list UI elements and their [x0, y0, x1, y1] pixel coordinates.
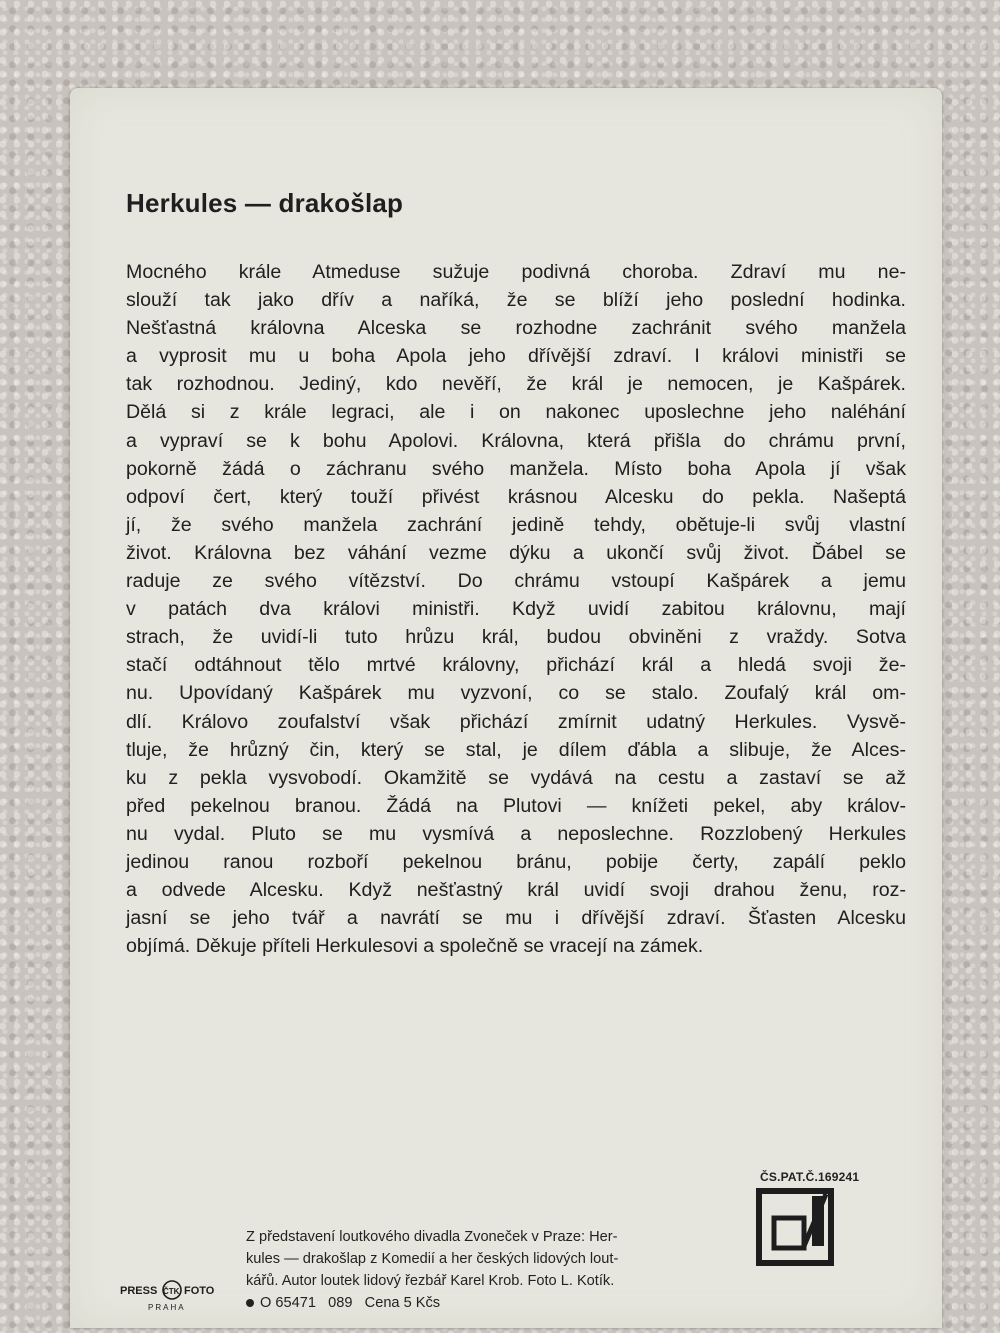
logo-foto-text: FOTO: [184, 1285, 215, 1297]
catalog-price-line: O 65471 089 Cena 5 Kčs: [260, 1295, 441, 1311]
paragraph-line: život. Královna bez váhání vezme dýku a ukončí svůj život. Ďábel se: [126, 541, 906, 564]
logo-praha-text: PRAHA: [148, 1303, 186, 1312]
credits-line: kářů. Autor loutek lidový řezbář Karel Krob. Foto L. Kotík.: [246, 1273, 615, 1289]
paragraph-line: pokorně žádá o záchranu svého manžela. Místo boha Apola jí však: [126, 457, 906, 480]
paragraph-line: strach, že uvidí-li tuto hrůzu král, budou obviněni z vraždy. Sotva: [126, 626, 906, 649]
paragraph-line: odpoví čert, který touží přivést krásnou Alcesku do pekla. Našeptá: [126, 485, 906, 508]
paragraph-line: a vypraví se k bohu Apolovi. Královna, která přišla do chrámu první,: [126, 429, 906, 452]
paragraph-line: Mocného krále Atmeduse sužuje podivná choroba. Zdraví mu ne-: [126, 261, 906, 283]
paragraph-line: nu. Upovídaný Kašpárek mu vyzvoní, co se stalo. Zoufalý král om-: [126, 682, 906, 705]
paragraph-line: a odvede Alcesku. Když nešťastný král uvidí svoji drahou ženu, roz-: [126, 879, 906, 902]
paragraph-line: dlí. Královo zoufalství však přichází zmírnit udatný Herkules. Vysvě-: [126, 710, 906, 733]
patent-number: ČS.PAT.Č.169241: [760, 1170, 860, 1184]
paragraph-line: tluje, že hrůzný čin, který se stal, je dílem ďábla a slibuje, že Alces-: [126, 738, 906, 761]
paragraph-line: stačí odtáhnout tělo mrtvé královny, přichází král a hledá svoji že-: [126, 654, 906, 677]
paragraph-line: Dělá si z krále legraci, ale i on nakonec uposlechne jeho naléhání: [126, 401, 906, 424]
paragraph-line: objímá. Děkuje příteli Herkulesovi a společně se vracejí na zámek.: [126, 935, 704, 958]
credits-block: [246, 1226, 766, 1314]
paragraph-line: ku z pekla vysvobodí. Okamžitě se vydává na cestu a zastaví se až: [126, 766, 906, 789]
logo-ctk-text: ČTK: [163, 1287, 180, 1296]
logo-press-text: PRESS: [120, 1285, 158, 1297]
paragraph-line: jasní se jeho tvář a navrátí se mu i dřívější zdraví. Šťasten Alcesku: [126, 907, 906, 930]
bullet-icon: [246, 1299, 254, 1307]
postcard: [70, 88, 942, 1328]
story-paragraph: [126, 258, 906, 960]
paragraph-line: a vyprosit mu u boha Apola jeho dřívější zdraví. I královi ministři se: [126, 345, 906, 368]
card-title: Herkules — drakošlap: [126, 188, 404, 218]
paragraph-line: před pekelnou branou. Žádá na Plutovi — knížeti pekel, aby králov-: [126, 794, 906, 817]
paragraph-line: tak rozhodnou. Jediný, kdo nevěří, že král je nemocen, je Kašpárek.: [126, 373, 906, 396]
press-foto-logo-icon: [118, 1280, 226, 1326]
paragraph-line: v patách dva královi ministři. Když uvidí zabitou královnu, mají: [126, 598, 906, 621]
paragraph-line: raduje ze svého vítězství. Do chrámu vstoupí Kašpárek a jemu: [126, 570, 906, 593]
paragraph-line: nu vydal. Pluto se mu vysmívá a neposlechne. Rozzlobený Herkules: [126, 822, 906, 845]
paragraph-line: Nešťastná královna Alceska se rozhodne zachránit svého manžela: [126, 317, 906, 340]
paragraph-line: jí, že svého manžela zachrání jedině tehdy, obětuje-li svůj vlastní: [126, 513, 906, 536]
paragraph-line: slouží tak jako dřív a naříká, že se blíží jeho poslední hodinka.: [126, 289, 906, 312]
credits-line: kules — drakošlap z Komedií a her českých lidových lout-: [246, 1251, 619, 1267]
paragraph-line: jedinou ranou rozboří pekelnou bránu, pobije čerty, zapálí peklo: [126, 850, 906, 873]
publisher-square-logo-icon: [756, 1188, 834, 1266]
credits-line: Z představení loutkového divadla Zvoneček v Praze: Her-: [246, 1229, 618, 1245]
